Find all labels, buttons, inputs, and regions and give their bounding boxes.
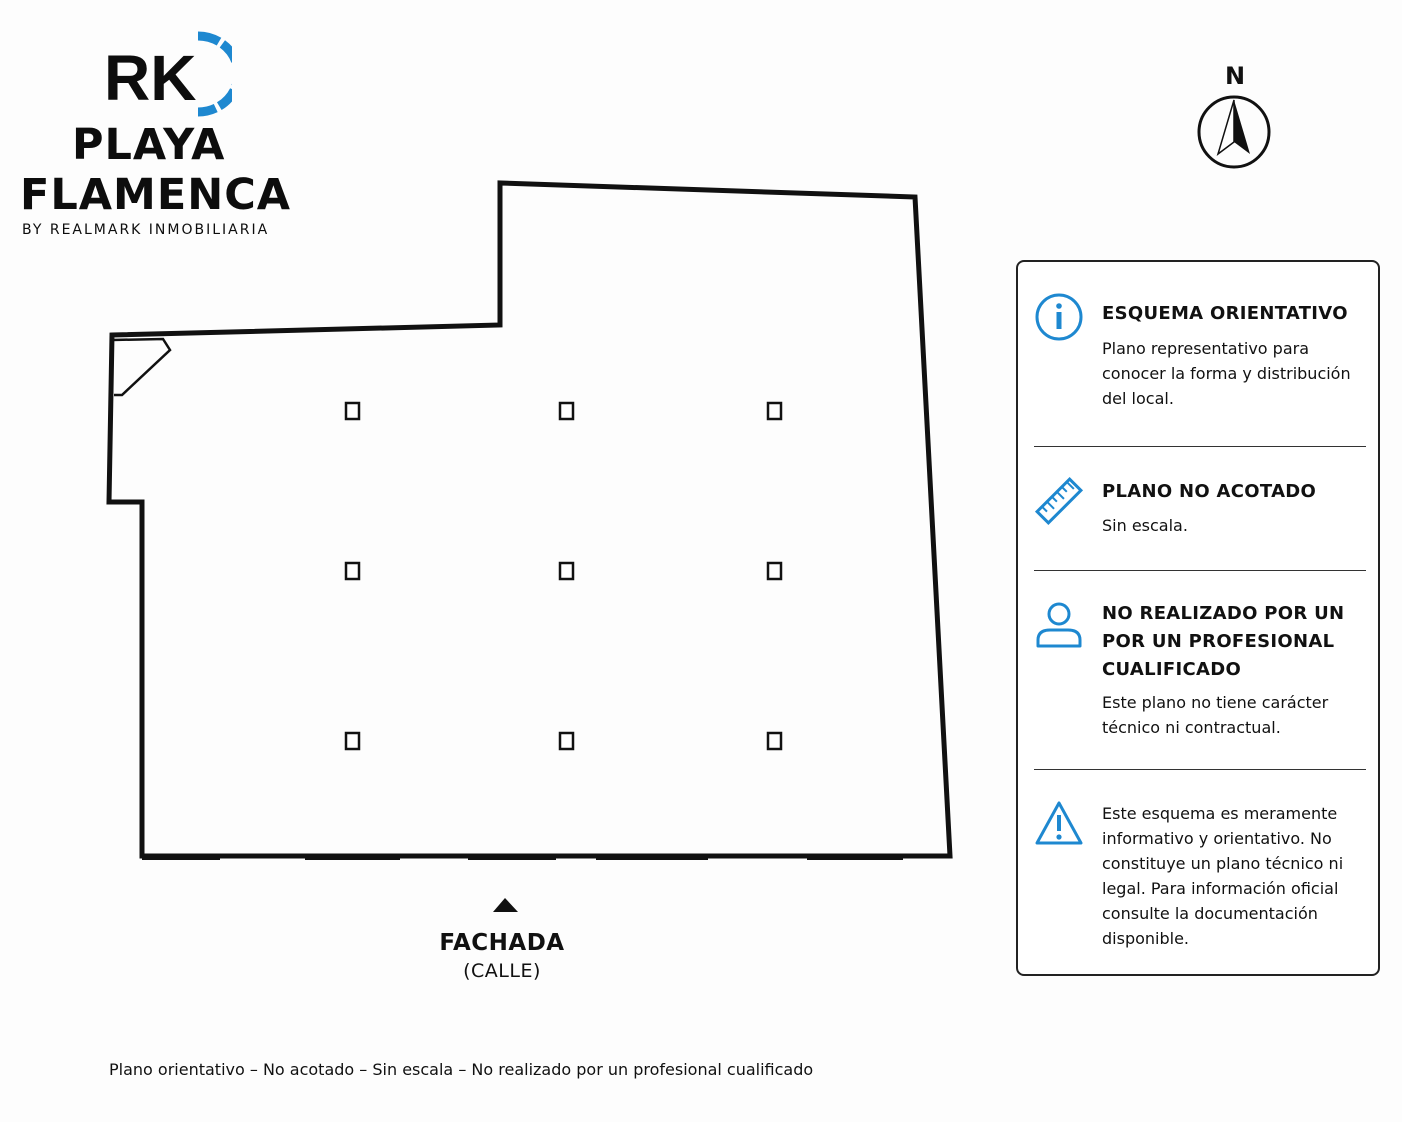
note-title: NO REALIZADO POR UN POR UN PROFESIONAL CUALIFICADO xyxy=(1102,603,1345,680)
facade-title: FACHADA xyxy=(439,930,565,956)
notes-panel xyxy=(1016,260,1380,976)
person-icon xyxy=(1034,600,1084,650)
note-text: Este esquema es meramente informativo y orientativo. No constituye un plano técnico ni legal. Para información oficial consulte la documentación disponible. xyxy=(1102,804,1344,948)
north-arrow-icon xyxy=(1192,90,1278,174)
note-title: PLANO NO ACOTADO xyxy=(1102,481,1317,502)
warning-icon xyxy=(1034,799,1084,849)
ruler-icon xyxy=(1034,476,1084,526)
note-text: Este plano no tiene carácter técnico ni contractual. xyxy=(1102,693,1329,737)
column xyxy=(346,733,359,749)
note-text: Plano representativo para conocer la forma y distribución del local. xyxy=(1102,339,1351,408)
facade-subtitle: (CALLE) xyxy=(463,960,541,982)
corner-feature xyxy=(112,339,170,395)
column xyxy=(346,563,359,579)
footer-disclaimer: Plano orientativo – No acotado – Sin escala – No realizado por un profesional cualificado xyxy=(109,1060,814,1079)
floor-outline xyxy=(109,183,950,856)
column xyxy=(560,403,573,419)
brand-name-line1: PLAYA xyxy=(72,120,226,170)
column xyxy=(768,563,781,579)
logo-mark-text: RK xyxy=(104,42,197,114)
note-text: Sin escala. xyxy=(1102,516,1188,535)
facade-label xyxy=(402,930,602,982)
column xyxy=(560,563,573,579)
divider xyxy=(1034,446,1366,447)
divider xyxy=(1034,769,1366,770)
north-label: N xyxy=(1224,62,1246,90)
brand-name-line2: FLAMENCA xyxy=(20,170,292,220)
north-compass xyxy=(1192,62,1278,174)
facade-arrow-icon xyxy=(493,898,518,912)
column xyxy=(560,733,573,749)
column xyxy=(768,403,781,419)
divider xyxy=(1034,570,1366,571)
note-title: ESQUEMA ORIENTATIVO xyxy=(1102,303,1348,324)
info-icon xyxy=(1034,292,1084,342)
brand-tagline: BY REALMARK INMOBILIARIA xyxy=(22,222,270,238)
columns xyxy=(346,403,781,749)
column xyxy=(346,403,359,419)
column xyxy=(768,733,781,749)
